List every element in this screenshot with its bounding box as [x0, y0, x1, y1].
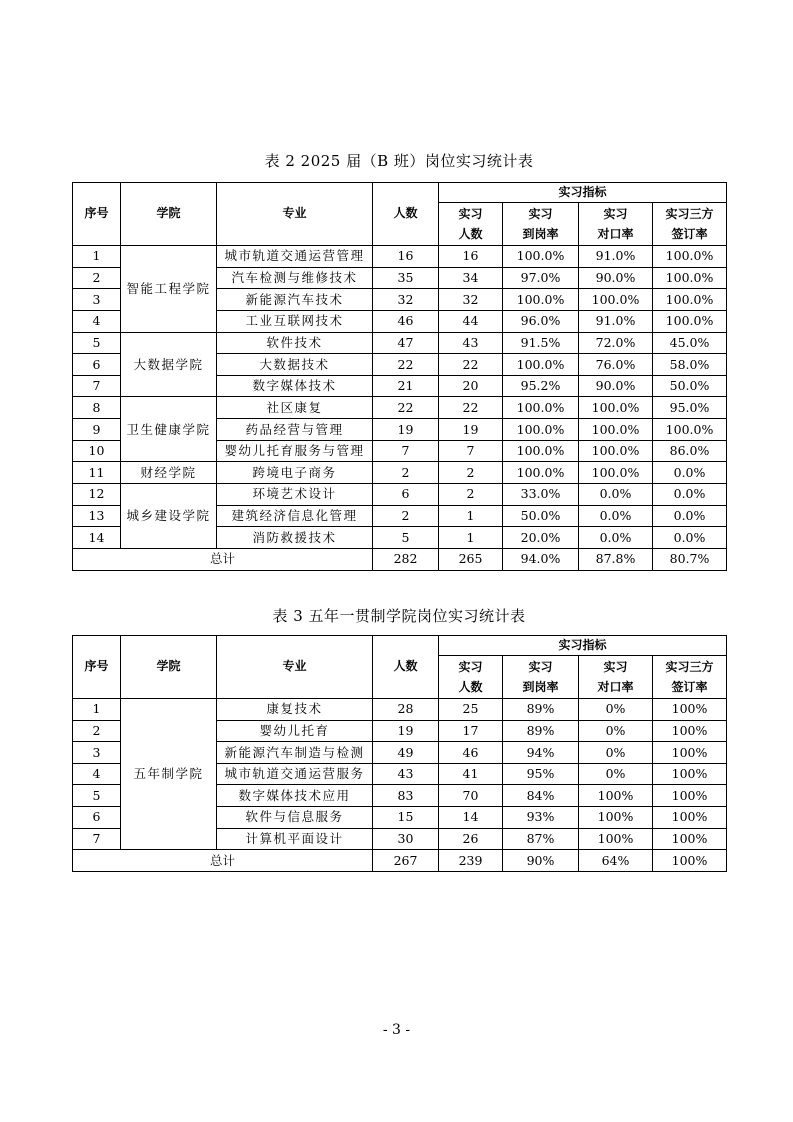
major-cell: 婴幼儿托育服务与管理	[217, 440, 373, 462]
seq-cell: 3	[73, 742, 121, 764]
arrive-rate-cell: 96.0%	[503, 310, 579, 332]
major-cell: 婴幼儿托育	[217, 720, 373, 742]
intern-cell: 19	[439, 419, 503, 441]
major-cell: 新能源汽车制造与检测	[217, 742, 373, 764]
count-cell: 30	[373, 828, 439, 850]
seq-cell: 3	[73, 289, 121, 311]
seq-cell: 2	[73, 720, 121, 742]
sign-rate-cell: 100%	[653, 828, 727, 850]
count-cell: 2	[373, 462, 439, 484]
count-cell: 21	[373, 375, 439, 397]
total-count: 282	[373, 548, 439, 570]
major-cell: 软件与信息服务	[217, 806, 373, 828]
count-cell: 32	[373, 289, 439, 311]
header-sign: 实习三方 签订率	[653, 203, 727, 246]
total-match-rate: 87.8%	[579, 548, 653, 570]
count-cell: 19	[373, 720, 439, 742]
match-rate-cell: 100%	[579, 828, 653, 850]
intern-cell: 25	[439, 699, 503, 721]
header-seq: 序号	[73, 183, 121, 246]
count-cell: 47	[373, 332, 439, 354]
count-cell: 49	[373, 742, 439, 764]
count-cell: 16	[373, 246, 439, 268]
sign-rate-cell: 100.0%	[653, 267, 727, 289]
match-rate-cell: 0%	[579, 763, 653, 785]
total-arrive-rate: 90%	[503, 850, 579, 872]
intern-cell: 1	[439, 505, 503, 527]
arrive-rate-cell: 20.0%	[503, 527, 579, 549]
major-cell: 城市轨道交通运营服务	[217, 763, 373, 785]
seq-cell: 1	[73, 699, 121, 721]
match-rate-cell: 91.0%	[579, 310, 653, 332]
total-sign-rate: 80.7%	[653, 548, 727, 570]
major-cell: 城市轨道交通运营管理	[217, 246, 373, 268]
match-rate-cell: 76.0%	[579, 354, 653, 376]
seq-cell: 5	[73, 785, 121, 807]
total-arrive-rate: 94.0%	[503, 548, 579, 570]
intern-cell: 20	[439, 375, 503, 397]
sign-rate-cell: 100%	[653, 806, 727, 828]
seq-cell: 11	[73, 462, 121, 484]
major-cell: 消防救援技术	[217, 527, 373, 549]
header-major: 专业	[217, 636, 373, 699]
sign-rate-cell: 100%	[653, 763, 727, 785]
major-cell: 环境艺术设计	[217, 484, 373, 506]
seq-cell: 7	[73, 828, 121, 850]
count-cell: 5	[373, 527, 439, 549]
arrive-rate-cell: 91.5%	[503, 332, 579, 354]
header-intern: 实习 人数	[439, 203, 503, 246]
header-sign: 实习三方 签订率	[653, 656, 727, 699]
sign-rate-cell: 100%	[653, 720, 727, 742]
arrive-rate-cell: 89%	[503, 720, 579, 742]
match-rate-cell: 100.0%	[579, 462, 653, 484]
sign-rate-cell: 100.0%	[653, 246, 727, 268]
seq-cell: 10	[73, 440, 121, 462]
seq-cell: 12	[73, 484, 121, 506]
match-rate-cell: 100%	[579, 806, 653, 828]
match-rate-cell: 72.0%	[579, 332, 653, 354]
match-rate-cell: 91.0%	[579, 246, 653, 268]
count-cell: 22	[373, 354, 439, 376]
sign-rate-cell: 100%	[653, 785, 727, 807]
sign-rate-cell: 0.0%	[653, 484, 727, 506]
match-rate-cell: 100.0%	[579, 289, 653, 311]
table-row	[73, 462, 727, 484]
sign-rate-cell: 0.0%	[653, 505, 727, 527]
intern-cell: 17	[439, 720, 503, 742]
seq-cell: 1	[73, 246, 121, 268]
major-cell: 康复技术	[217, 699, 373, 721]
table2	[72, 182, 727, 571]
major-cell: 数字媒体技术应用	[217, 785, 373, 807]
total-row	[73, 548, 727, 570]
match-rate-cell: 100.0%	[579, 440, 653, 462]
arrive-rate-cell: 100.0%	[503, 397, 579, 419]
count-cell: 2	[373, 505, 439, 527]
seq-cell: 6	[73, 354, 121, 376]
total-row	[73, 850, 727, 872]
match-rate-cell: 0.0%	[579, 484, 653, 506]
major-cell: 跨境电子商务	[217, 462, 373, 484]
intern-cell: 7	[439, 440, 503, 462]
sign-rate-cell: 45.0%	[653, 332, 727, 354]
header-college: 学院	[121, 183, 217, 246]
arrive-rate-cell: 50.0%	[503, 505, 579, 527]
header-group: 实习指标	[439, 183, 727, 203]
sign-rate-cell: 86.0%	[653, 440, 727, 462]
page-number: - 3 -	[382, 1022, 411, 1038]
header-match: 实习 对口率	[579, 203, 653, 246]
college-cell: 城乡建设学院	[121, 484, 217, 549]
college-cell: 财经学院	[121, 462, 217, 484]
match-rate-cell: 0%	[579, 699, 653, 721]
match-rate-cell: 100%	[579, 785, 653, 807]
arrive-rate-cell: 94%	[503, 742, 579, 764]
match-rate-cell: 0%	[579, 742, 653, 764]
arrive-rate-cell: 100.0%	[503, 354, 579, 376]
major-cell: 药品经营与管理	[217, 419, 373, 441]
major-cell: 工业互联网技术	[217, 310, 373, 332]
seq-cell: 4	[73, 763, 121, 785]
major-cell: 计算机平面设计	[217, 828, 373, 850]
table3	[72, 635, 727, 872]
match-rate-cell: 90.0%	[579, 267, 653, 289]
major-cell: 社区康复	[217, 397, 373, 419]
arrive-rate-cell: 100.0%	[503, 462, 579, 484]
arrive-rate-cell: 100.0%	[503, 440, 579, 462]
major-cell: 建筑经济信息化管理	[217, 505, 373, 527]
total-label: 总计	[73, 850, 373, 872]
total-intern: 239	[439, 850, 503, 872]
match-rate-cell: 0%	[579, 720, 653, 742]
count-cell: 43	[373, 763, 439, 785]
college-cell: 智能工程学院	[121, 246, 217, 333]
arrive-rate-cell: 100.0%	[503, 419, 579, 441]
seq-cell: 5	[73, 332, 121, 354]
arrive-rate-cell: 100.0%	[503, 289, 579, 311]
seq-cell: 7	[73, 375, 121, 397]
seq-cell: 14	[73, 527, 121, 549]
arrive-rate-cell: 100.0%	[503, 246, 579, 268]
intern-cell: 1	[439, 527, 503, 549]
sign-rate-cell: 0.0%	[653, 527, 727, 549]
arrive-rate-cell: 33.0%	[503, 484, 579, 506]
intern-cell: 16	[439, 246, 503, 268]
sign-rate-cell: 100.0%	[653, 310, 727, 332]
intern-cell: 26	[439, 828, 503, 850]
arrive-rate-cell: 95.2%	[503, 375, 579, 397]
count-cell: 15	[373, 806, 439, 828]
seq-cell: 8	[73, 397, 121, 419]
arrive-rate-cell: 89%	[503, 699, 579, 721]
major-cell: 新能源汽车技术	[217, 289, 373, 311]
table-row	[73, 699, 727, 721]
sign-rate-cell: 0.0%	[653, 462, 727, 484]
college-cell: 卫生健康学院	[121, 397, 217, 462]
header-intern: 实习 人数	[439, 656, 503, 699]
intern-cell: 2	[439, 484, 503, 506]
major-cell: 大数据技术	[217, 354, 373, 376]
match-rate-cell: 100.0%	[579, 419, 653, 441]
major-cell: 数字媒体技术	[217, 375, 373, 397]
header-group: 实习指标	[439, 636, 727, 656]
seq-cell: 2	[73, 267, 121, 289]
header-college: 学院	[121, 636, 217, 699]
header-major: 专业	[217, 183, 373, 246]
count-cell: 19	[373, 419, 439, 441]
major-cell: 软件技术	[217, 332, 373, 354]
seq-cell: 13	[73, 505, 121, 527]
arrive-rate-cell: 95%	[503, 763, 579, 785]
total-count: 267	[373, 850, 439, 872]
seq-cell: 9	[73, 419, 121, 441]
seq-cell: 4	[73, 310, 121, 332]
count-cell: 46	[373, 310, 439, 332]
intern-cell: 22	[439, 397, 503, 419]
match-rate-cell: 0.0%	[579, 505, 653, 527]
sign-rate-cell: 100%	[653, 742, 727, 764]
table-row	[73, 332, 727, 354]
intern-cell: 2	[439, 462, 503, 484]
intern-cell: 32	[439, 289, 503, 311]
sign-rate-cell: 100.0%	[653, 419, 727, 441]
total-intern: 265	[439, 548, 503, 570]
total-match-rate: 64%	[579, 850, 653, 872]
table-row	[73, 246, 727, 268]
table-row	[73, 397, 727, 419]
match-rate-cell: 100.0%	[579, 397, 653, 419]
header-seq: 序号	[73, 636, 121, 699]
intern-cell: 34	[439, 267, 503, 289]
match-rate-cell: 0.0%	[579, 527, 653, 549]
count-cell: 6	[373, 484, 439, 506]
intern-cell: 22	[439, 354, 503, 376]
count-cell: 7	[373, 440, 439, 462]
arrive-rate-cell: 93%	[503, 806, 579, 828]
seq-cell: 6	[73, 806, 121, 828]
table2-caption: 表 2 2025 届（B 班）岗位实习统计表	[264, 152, 534, 170]
intern-cell: 14	[439, 806, 503, 828]
header-arrive: 实习 到岗率	[503, 203, 579, 246]
major-cell: 汽车检测与维修技术	[217, 267, 373, 289]
intern-cell: 46	[439, 742, 503, 764]
arrive-rate-cell: 97.0%	[503, 267, 579, 289]
header-match: 实习 对口率	[579, 656, 653, 699]
sign-rate-cell: 100%	[653, 699, 727, 721]
header-count: 人数	[373, 636, 439, 699]
arrive-rate-cell: 87%	[503, 828, 579, 850]
sign-rate-cell: 50.0%	[653, 375, 727, 397]
total-sign-rate: 100%	[653, 850, 727, 872]
sign-rate-cell: 100.0%	[653, 289, 727, 311]
arrive-rate-cell: 84%	[503, 785, 579, 807]
sign-rate-cell: 58.0%	[653, 354, 727, 376]
intern-cell: 41	[439, 763, 503, 785]
table-row	[73, 484, 727, 506]
table3-caption: 表 3 五年一贯制学院岗位实习统计表	[272, 607, 526, 625]
count-cell: 22	[373, 397, 439, 419]
header-count: 人数	[373, 183, 439, 246]
intern-cell: 44	[439, 310, 503, 332]
intern-cell: 43	[439, 332, 503, 354]
sign-rate-cell: 95.0%	[653, 397, 727, 419]
header-arrive: 实习 到岗率	[503, 656, 579, 699]
total-label: 总计	[73, 548, 373, 570]
college-cell: 五年制学院	[121, 699, 217, 850]
match-rate-cell: 90.0%	[579, 375, 653, 397]
college-cell: 大数据学院	[121, 332, 217, 397]
count-cell: 28	[373, 699, 439, 721]
count-cell: 83	[373, 785, 439, 807]
intern-cell: 70	[439, 785, 503, 807]
count-cell: 35	[373, 267, 439, 289]
